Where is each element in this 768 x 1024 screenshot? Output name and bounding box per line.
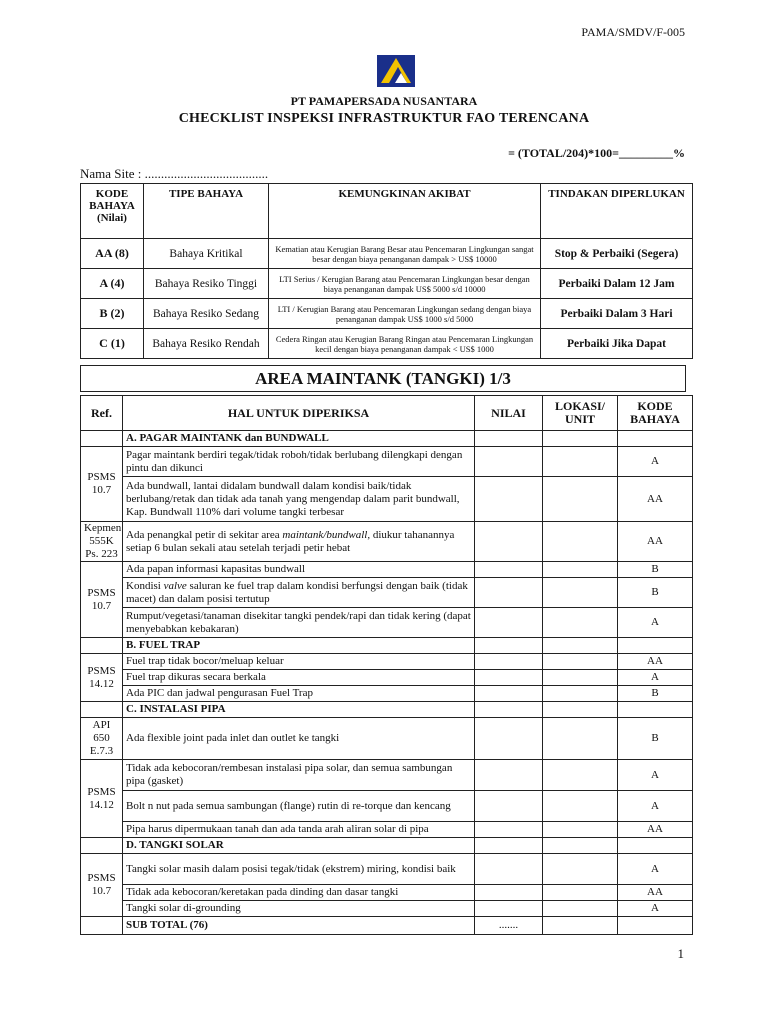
legend-code: C (1): [81, 329, 144, 359]
item-text: Rumput/vegetasi/tanaman disekitar tangki pendek/rapi dan tidak kering (dapat menyebabkan kebakaran): [123, 608, 475, 638]
hazard-code: B: [618, 578, 693, 608]
document-title: CHECKLIST INSPEKSI INFRASTRUKTUR FAO TERENCANA: [178, 111, 590, 126]
score-formula: = (TOTAL/204)*100=_________%: [508, 146, 685, 160]
legend-effect: LTI / Kerugian Barang atau Pencemaran Lingkungan sedang dengan biaya penanganan dampak US$ 1000 s/d 5000: [269, 299, 541, 329]
legend-header-type: TIPE BAHAYA: [144, 184, 269, 239]
subtotal-row: [81, 917, 693, 935]
checklist-header-row: [81, 396, 693, 431]
location-cell[interactable]: [543, 578, 618, 608]
hazard-code: A: [618, 447, 693, 477]
location-cell[interactable]: [543, 822, 618, 838]
score-cell[interactable]: [475, 838, 543, 854]
hazard-code: A: [618, 854, 693, 885]
header-ref: Ref.: [81, 396, 123, 431]
item-text: Fuel trap tidak bocor/meluap keluar: [123, 654, 475, 670]
hazard-code: AA: [618, 822, 693, 838]
table-row: [81, 447, 693, 477]
hazard-legend-table: [80, 183, 693, 359]
legend-row: [81, 299, 693, 329]
company-logo: [377, 55, 415, 87]
legend-header-effect: KEMUNGKINAN AKIBAT: [269, 184, 541, 239]
item-text: Ada PIC dan jadwal pengurasan Fuel Trap: [123, 686, 475, 702]
area-title: AREA MAINTANK (TANGKI) 1/3: [80, 365, 686, 392]
legend-action: Perbaiki Dalam 12 Jam: [541, 269, 693, 299]
ref-cell: PSMS 14.12: [81, 760, 123, 838]
checklist-table: [80, 395, 693, 935]
legend-type: Bahaya Resiko Sedang: [144, 299, 269, 329]
company-name: PT PAMAPERSADA NUSANTARA: [290, 94, 478, 108]
legend-row: [81, 329, 693, 359]
item-text: Ada papan informasi kapasitas bundwall: [123, 562, 475, 578]
table-row: [81, 686, 693, 702]
legend-effect: Kematian atau Kerugian Barang Besar atau Pencemaran Lingkungan sangat besar dengan biaya penanganan dampak > US$ 10000: [269, 239, 541, 269]
item-text: Pagar maintank berdiri tegak/tidak roboh/tidak berlubang dilengkapi dengan pintu dan dikunci: [123, 447, 475, 477]
table-row: [81, 791, 693, 822]
location-cell[interactable]: [543, 838, 618, 854]
location-cell[interactable]: [543, 431, 618, 447]
location-cell[interactable]: [543, 477, 618, 522]
item-text: Ada penangkal petir di sekitar area maintank/bundwall, diukur tahanannya setiap 6 bulan sekali atau setelah terjadi petir hebat: [123, 522, 475, 562]
table-row: [81, 654, 693, 670]
legend-action: Perbaiki Dalam 3 Hari: [541, 299, 693, 329]
header-hazard-code: KODE BAHAYA: [618, 396, 693, 431]
table-row: [81, 901, 693, 917]
section-title: C. INSTALASI PIPA: [123, 702, 475, 718]
item-text: Tangki solar masih dalam posisi tegak/tidak (ekstrem) miring, kondisi baik: [123, 854, 475, 885]
legend-header-action: TINDAKAN DIPERLUKAN: [541, 184, 693, 239]
section-row: [81, 702, 693, 718]
table-row: [81, 760, 693, 791]
hazard-code: AA: [618, 477, 693, 522]
header-item: HAL UNTUK DIPERIKSA: [123, 396, 475, 431]
ref-cell: Kepmen 555K Ps. 223: [81, 522, 123, 562]
item-text: Bolt n nut pada semua sambungan (flange) rutin di re-torque dan kencang: [123, 791, 475, 822]
table-row: [81, 578, 693, 608]
legend-effect: LTI Serius / Kerugian Barang atau Pencemaran Lingkungan besar dengan biaya penanganan dampak US$ 5000 s/d 10000: [269, 269, 541, 299]
location-cell[interactable]: [543, 791, 618, 822]
legend-effect: Cedera Ringan atau Kerugian Barang Ringan atau Pencemaran Lingkungan kecil dengan biaya penanganan dampak < US$ 1000: [269, 329, 541, 359]
score-cell[interactable]: [475, 522, 543, 562]
hazard-code: A: [618, 670, 693, 686]
hazard-code: A: [618, 791, 693, 822]
item-text: Kondisi valve saluran ke fuel trap dalam kondisi berfungsi dengan baik (tidak macet) dan dalam posisi tertutup: [123, 578, 475, 608]
hazard-code: B: [618, 718, 693, 760]
hazard-code: AA: [618, 885, 693, 901]
legend-code: B (2): [81, 299, 144, 329]
table-row: [81, 885, 693, 901]
item-text: Ada flexible joint pada inlet dan outlet ke tangki: [123, 718, 475, 760]
legend-code: AA (8): [81, 239, 144, 269]
location-cell[interactable]: [543, 760, 618, 791]
score-cell[interactable]: [475, 791, 543, 822]
score-cell[interactable]: [475, 638, 543, 654]
item-text: Pipa harus dipermukaan tanah dan ada tanda arah aliran solar di pipa: [123, 822, 475, 838]
ref-cell: PSMS 14.12: [81, 654, 123, 702]
score-cell[interactable]: [475, 670, 543, 686]
section-title: A. PAGAR MAINTANK dan BUNDWALL: [123, 431, 475, 447]
legend-action: Stop & Perbaiki (Segera): [541, 239, 693, 269]
header-location: LOKASI/ UNIT: [543, 396, 618, 431]
site-name-field: Nama Site : ......................................: [80, 166, 269, 181]
ref-cell: PSMS 10.7: [81, 447, 123, 522]
legend-row: [81, 269, 693, 299]
location-cell[interactable]: [543, 854, 618, 885]
location-cell[interactable]: [543, 654, 618, 670]
legend-header-code: KODE BAHAYA (Nilai): [81, 184, 144, 239]
document-id: PAMA/SMDV/F-005: [581, 25, 685, 39]
location-cell[interactable]: [543, 901, 618, 917]
ref-cell: PSMS 10.7: [81, 854, 123, 917]
table-row: [81, 670, 693, 686]
location-cell[interactable]: [543, 608, 618, 638]
table-row: [81, 522, 693, 562]
score-cell[interactable]: [475, 562, 543, 578]
score-cell[interactable]: [475, 702, 543, 718]
score-cell[interactable]: [475, 760, 543, 791]
section-title: D. TANGKI SOLAR: [123, 838, 475, 854]
table-row: [81, 854, 693, 885]
subtotal-value[interactable]: .......: [475, 917, 543, 935]
hazard-code: A: [618, 901, 693, 917]
legend-row: [81, 239, 693, 269]
table-row: [81, 608, 693, 638]
score-cell[interactable]: [475, 686, 543, 702]
hazard-code: AA: [618, 654, 693, 670]
legend-action: Perbaiki Jika Dapat: [541, 329, 693, 359]
hazard-code: AA: [618, 522, 693, 562]
section-title: B. FUEL TRAP: [123, 638, 475, 654]
location-cell[interactable]: [543, 686, 618, 702]
location-cell[interactable]: [543, 638, 618, 654]
item-text: Ada bundwall, lantai didalam bundwall dalam kondisi baik/tidak berlubang/retak dan tidak ada tanah yang mengendap dalam parit bundwall, Kap. Bundwall 110% dari volume tangki terbesar: [123, 477, 475, 522]
score-cell[interactable]: [475, 718, 543, 760]
score-cell[interactable]: [475, 901, 543, 917]
location-cell[interactable]: [543, 447, 618, 477]
table-row: [81, 718, 693, 760]
legend-type: Bahaya Resiko Tinggi: [144, 269, 269, 299]
hazard-code: A: [618, 760, 693, 791]
score-cell[interactable]: [475, 578, 543, 608]
score-cell[interactable]: [475, 608, 543, 638]
score-cell[interactable]: [475, 477, 543, 522]
score-cell[interactable]: [475, 447, 543, 477]
item-text: Tangki solar di-grounding: [123, 901, 475, 917]
section-row: [81, 431, 693, 447]
score-cell[interactable]: [475, 854, 543, 885]
legend-header-row: [81, 184, 693, 239]
table-row: [81, 822, 693, 838]
section-row: [81, 838, 693, 854]
hazard-code: B: [618, 686, 693, 702]
location-cell[interactable]: [543, 670, 618, 686]
subtotal-label: SUB TOTAL (76): [123, 917, 475, 935]
hazard-code: A: [618, 608, 693, 638]
score-cell[interactable]: [475, 654, 543, 670]
location-cell[interactable]: [543, 885, 618, 901]
location-cell[interactable]: [543, 562, 618, 578]
score-cell[interactable]: [475, 822, 543, 838]
section-row: [81, 638, 693, 654]
location-cell[interactable]: [543, 702, 618, 718]
item-text: Tidak ada kebocoran/keretakan pada dinding dan dasar tangki: [123, 885, 475, 901]
score-cell[interactable]: [475, 431, 543, 447]
table-row: [81, 477, 693, 522]
hazard-code: B: [618, 562, 693, 578]
header-score: NILAI: [475, 396, 543, 431]
legend-type: Bahaya Resiko Rendah: [144, 329, 269, 359]
item-text: Fuel trap dikuras secara berkala: [123, 670, 475, 686]
location-cell[interactable]: [543, 718, 618, 760]
ref-cell: PSMS 10.7: [81, 562, 123, 638]
legend-type: Bahaya Kritikal: [144, 239, 269, 269]
legend-code: A (4): [81, 269, 144, 299]
page-number: 1: [677, 946, 684, 961]
table-row: [81, 562, 693, 578]
ref-cell: API 650 E.7.3: [81, 718, 123, 760]
location-cell[interactable]: [543, 522, 618, 562]
score-cell[interactable]: [475, 885, 543, 901]
item-text: Tidak ada kebocoran/rembesan instalasi pipa solar, dan semua sambungan pipa (gasket): [123, 760, 475, 791]
